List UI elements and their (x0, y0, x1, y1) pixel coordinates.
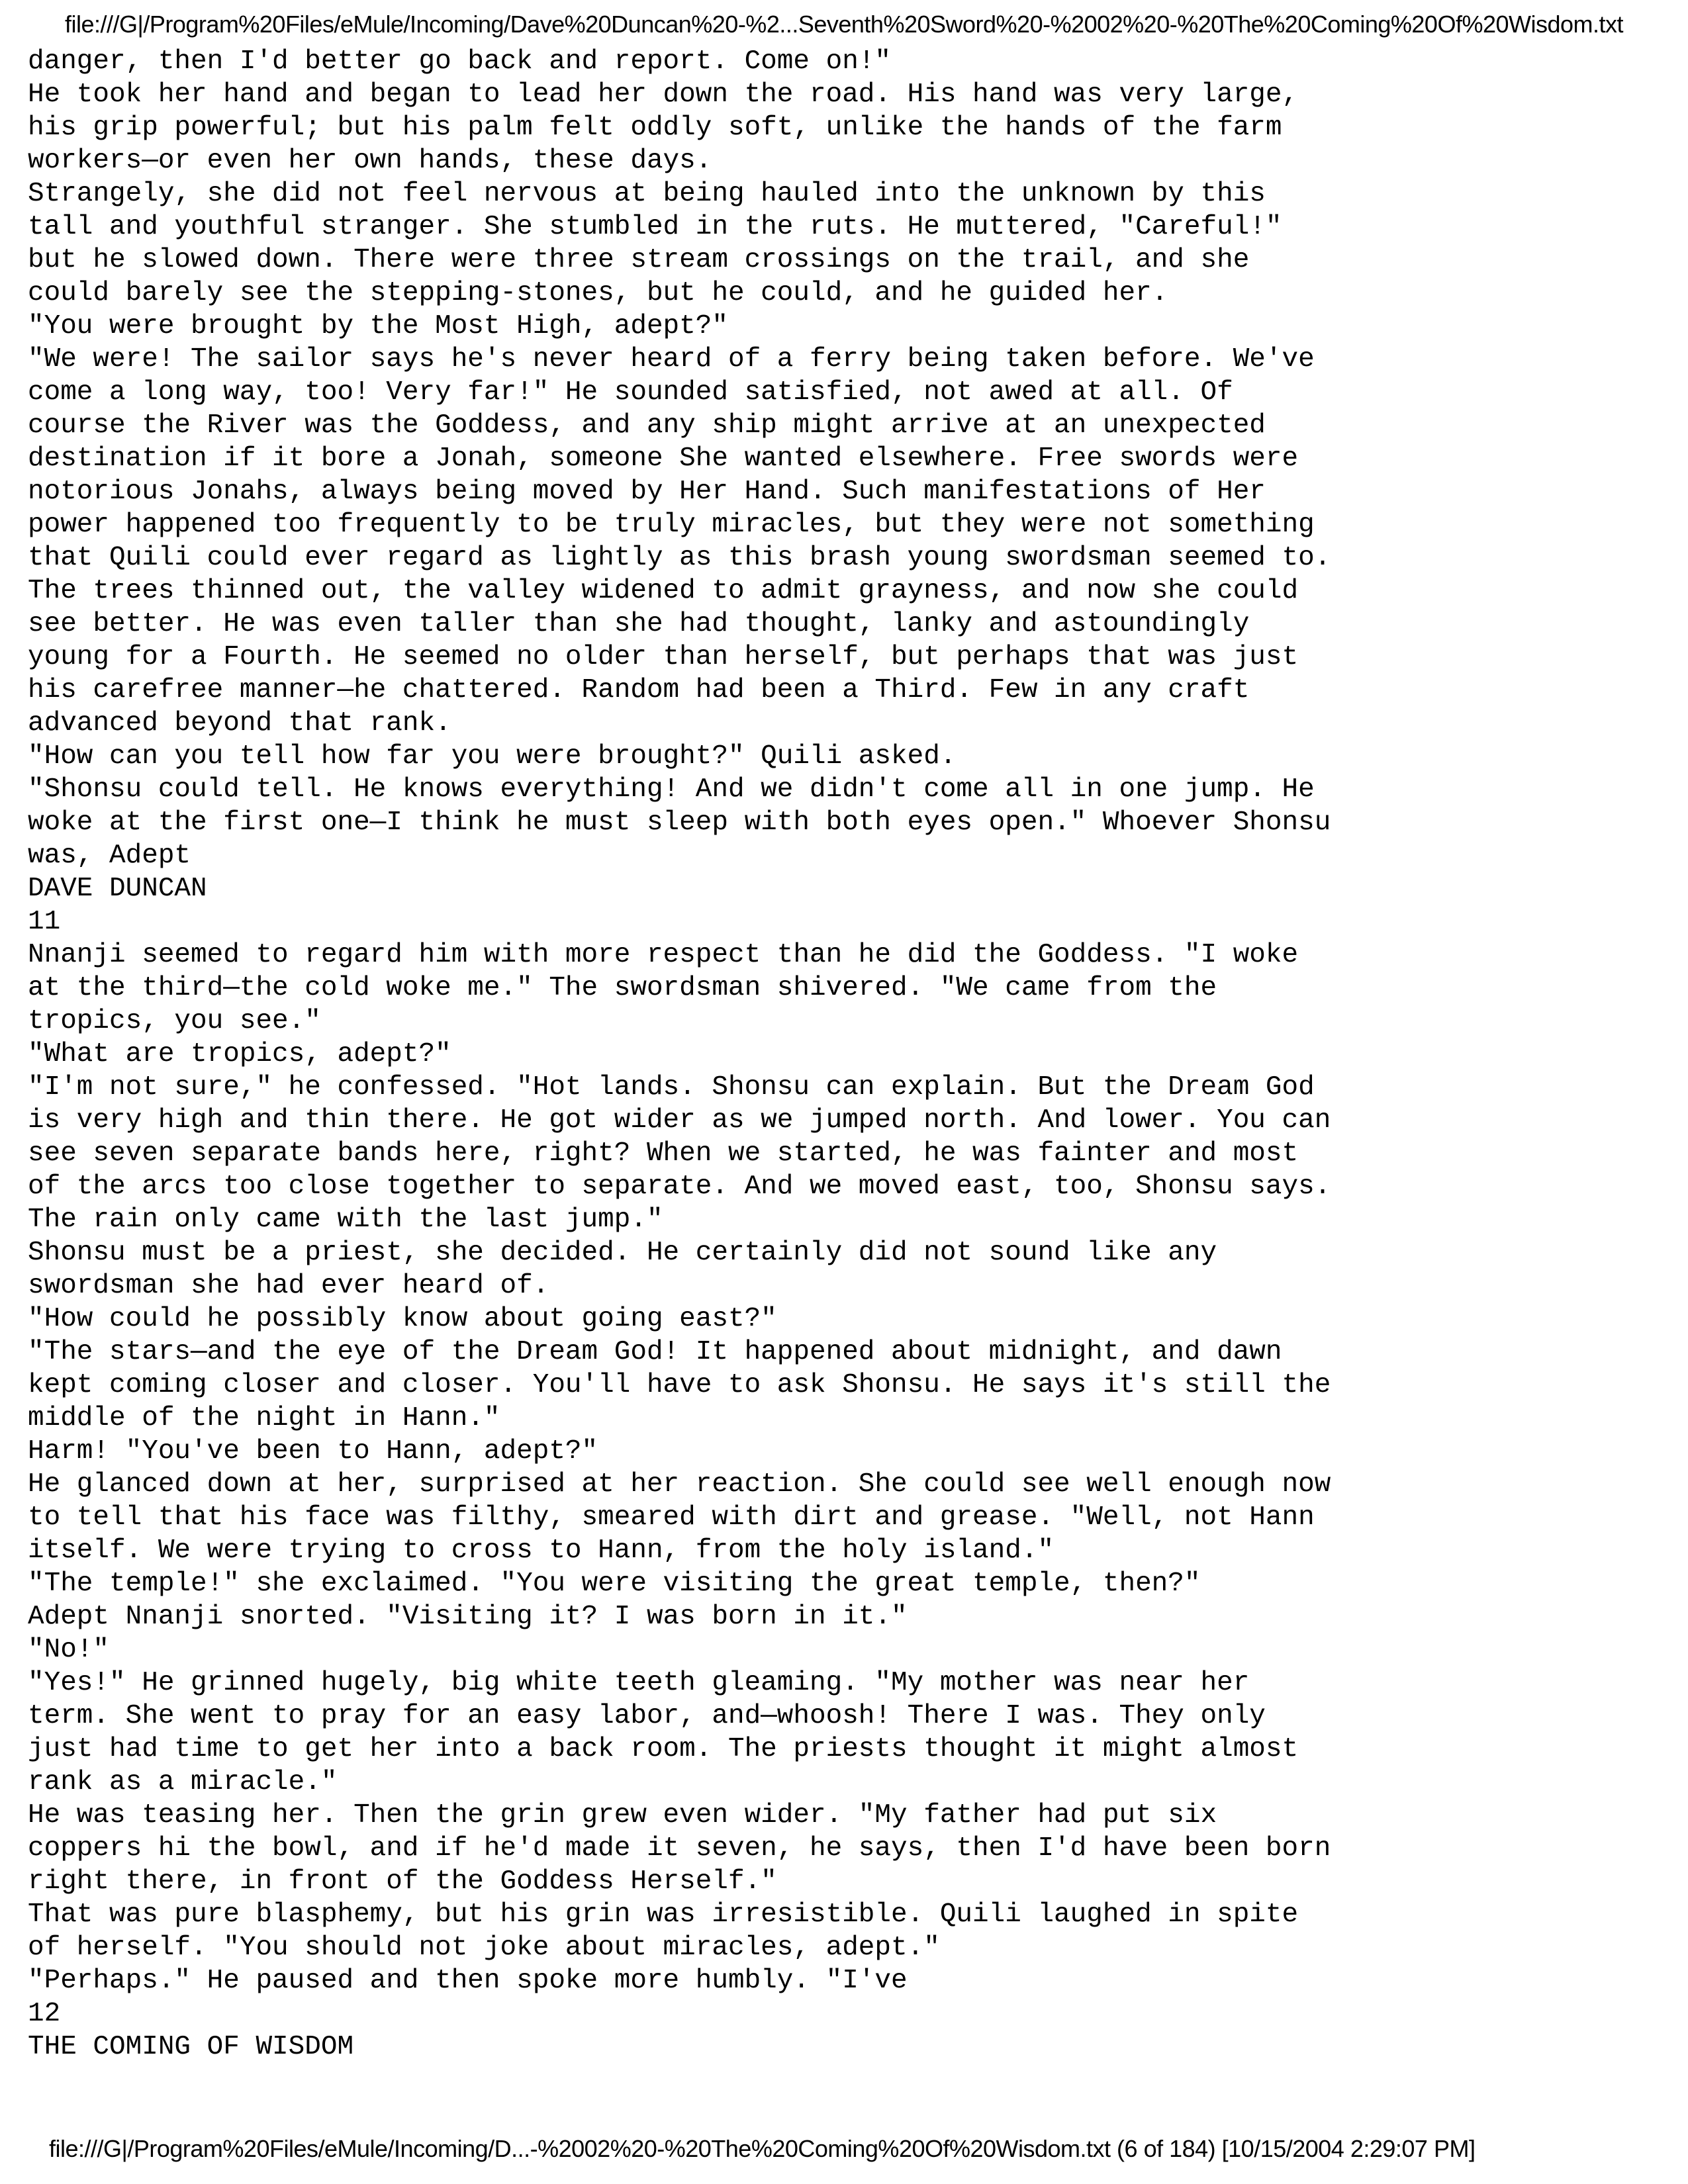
text-line: could barely see the stepping-stones, but he could, and he guided her. (28, 278, 1168, 308)
text-line: "Yes!" He grinned hugely, big white teeth gleaming. "My mother was near her (28, 1668, 1250, 1698)
text-line: tropics, you see." (28, 1006, 321, 1036)
text-line: kept coming closer and closer. You'll have to ask Shonsu. He says it's still the (28, 1370, 1331, 1400)
text-line: notorious Jonahs, always being moved by Her Hand. Such manifestations of Her (28, 477, 1266, 507)
text-line: Shonsu must be a priest, she decided. He certainly did not sound like any (28, 1238, 1217, 1268)
text-line: see better. He was even taller than she had thought, lanky and astoundingly (28, 609, 1250, 639)
text-line: to tell that his face was filthy, smeared with dirt and grease. "Well, not Hann (28, 1502, 1315, 1533)
text-line: tall and youthful stranger. She stumbled in the ruts. He muttered, "Careful!" (28, 212, 1282, 242)
document-text (28, 45, 1656, 2064)
text-line: "The temple!" she exclaimed. "You were visiting the great temple, then?" (28, 1569, 1201, 1599)
text-line: see seven separate bands here, right? When we started, he was fainter and most (28, 1138, 1299, 1169)
text-line: of herself. "You should not joke about miracles, adept." (28, 1933, 940, 1963)
file-path-footer: file:///G|/Program%20Files/eMule/Incoming/D...-%2002%20-%20The%20Coming%20Of%20Wisdom.txt (6 of 184) [10/15/2004 2:29:07 PM] (49, 2135, 1476, 2162)
text-line: coppers hi the bowl, and if he'd made it seven, he says, then I'd have been born (28, 1833, 1331, 1864)
text-line: Nnanji seemed to regard him with more respect than he did the Goddess. "I woke (28, 940, 1299, 970)
text-line: power happened too frequently to be truly miracles, but they were not something (28, 510, 1315, 540)
text-line: destination if it bore a Jonah, someone She wanted elsewhere. Free swords were (28, 443, 1299, 474)
text-line: just had time to get her into a back room. The priests thought it might almost (28, 1734, 1299, 1764)
text-line: woke at the first one—I think he must sleep with both eyes open." Whoever Shonsu (28, 807, 1331, 838)
text-line: The trees thinned out, the valley widened to admit grayness, and now she could (28, 576, 1299, 606)
text-line: but he slowed down. There were three stream crossings on the trail, and she (28, 245, 1250, 275)
text-line: is very high and thin there. He got wider as we jumped north. And lower. You can (28, 1105, 1331, 1136)
text-line: "I'm not sure," he confessed. "Hot lands. Shonsu can explain. But the Dream God (28, 1072, 1315, 1103)
text-line: Adept Nnanji snorted. "Visiting it? I was born in it." (28, 1602, 908, 1632)
text-line: itself. We were trying to cross to Hann, from the holy island." (28, 1535, 1055, 1566)
file-path-header: file:///G|/Program%20Files/eMule/Incoming/Dave%20Duncan%20-%2...Seventh%20Sword%20-%2002%20-%20The%20Coming%20Of%20Wisdom.txt (64, 11, 1624, 38)
text-line: "No!" (28, 1635, 110, 1665)
text-line: Strangely, she did not feel nervous at being hauled into the unknown by this (28, 179, 1266, 209)
text-line: "How can you tell how far you were brought?" Quili asked. (28, 741, 957, 772)
text-line: He was teasing her. Then the grin grew even wider. "My father had put six (28, 1800, 1217, 1831)
text-line: term. She went to pray for an easy labor, and—whoosh! There I was. They only (28, 1701, 1266, 1731)
text-line: That was pure blasphemy, but his grin was irresistible. Quili laughed in spite (28, 1899, 1299, 1930)
text-line: middle of the night in Hann." (28, 1403, 500, 1433)
text-line: "Shonsu could tell. He knows everything! And we didn't come all in one jump. He (28, 774, 1315, 805)
text-line: advanced beyond that rank. (28, 708, 451, 739)
text-line: Harm! "You've been to Hann, adept?" (28, 1436, 598, 1467)
text-line: young for a Fourth. He seemed no older than herself, but perhaps that was just (28, 642, 1299, 672)
text-line: at the third—the cold woke me." The swordsman shivered. "We came from the (28, 973, 1217, 1003)
text-line: "What are tropics, adept?" (28, 1039, 451, 1069)
text-line: come a long way, too! Very far!" He sounded satisfied, not awed at all. Of (28, 377, 1233, 408)
text-line: He glanced down at her, surprised at her reaction. She could see well enough now (28, 1469, 1331, 1500)
text-line: swordsman she had ever heard of. (28, 1271, 549, 1301)
text-line: workers—or even her own hands, these days. (28, 146, 712, 176)
text-line: The rain only came with the last jump." (28, 1205, 663, 1235)
text-line: "We were! The sailor says he's never heard of a ferry being taken before. We've (28, 344, 1315, 375)
text-line: rank as a miracle." (28, 1767, 338, 1797)
text-line: He took her hand and began to lead her down the road. His hand was very large, (28, 79, 1299, 110)
text-line: danger, then I'd better go back and report. Come on!" (28, 46, 892, 77)
text-line: his grip powerful; but his palm felt oddly soft, unlike the hands of the farm (28, 113, 1282, 143)
text-line: DAVE DUNCAN (28, 874, 207, 904)
text-line: of the arcs too close together to separate. And we moved east, too, Shonsu says. (28, 1171, 1331, 1202)
text-line: THE COMING OF WISDOM (28, 2032, 354, 2062)
text-line: "You were brought by the Most High, adept?" (28, 311, 728, 341)
text-line: was, Adept (28, 841, 191, 871)
text-line: 11 (28, 907, 61, 937)
text-line: "How could he possibly know about going east?" (28, 1304, 777, 1334)
text-line: course the River was the Goddess, and any ship might arrive at an unexpected (28, 410, 1266, 441)
text-line: "The stars—and the eye of the Dream God! It happened about midnight, and dawn (28, 1337, 1282, 1367)
text-line: 12 (28, 1999, 61, 2029)
text-line: his carefree manner—he chattered. Random had been a Third. Few in any craft (28, 675, 1250, 705)
text-line: "Perhaps." He paused and then spoke more humbly. "I've (28, 1966, 908, 1996)
text-line: that Quili could ever regard as lightly as this brash young swordsman seemed to. (28, 543, 1331, 573)
text-line: right there, in front of the Goddess Herself." (28, 1866, 777, 1897)
